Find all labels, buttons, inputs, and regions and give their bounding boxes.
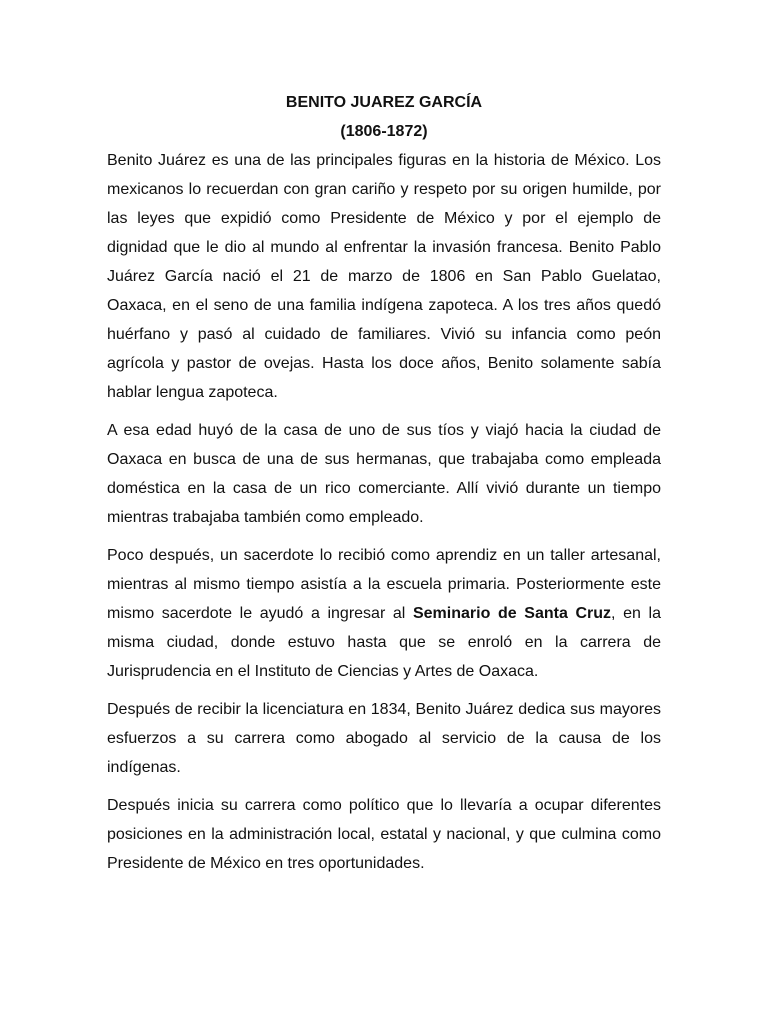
paragraph-2: A esa edad huyó de la casa de uno de sus tíos y viajó hacia la ciudad de Oaxaca en busca de una de sus hermanas, que trabajaba como empleada doméstica en la casa de un rico comerciante. Allí vivió durante un tiempo mientras trabajaba también como empleado. bbox=[107, 422, 661, 526]
paragraph-4: Después de recibir la licenciatura en 1834, Benito Juárez dedica sus mayores esfuerzos a su carrera como abogado al servicio de la causa de los indígenas. bbox=[107, 701, 661, 776]
paragraph-3-text-before: Poco después, un sacerdote lo recibió como aprendiz en un taller artesanal, mientras al mismo tiempo asistía a la escuela primaria. Posteriormente este mismo sacerdote le ayudó a ingresar al bbox=[107, 547, 661, 622]
paragraph-3 bbox=[107, 541, 661, 686]
document-title: BENITO JUAREZ GARCÍA bbox=[285, 94, 483, 111]
document-dates: (1806-1872) bbox=[340, 123, 428, 140]
document-body bbox=[107, 88, 661, 887]
paragraph-5: Después inicia su carrera como político que lo llevaría a ocupar diferentes posiciones en la administración local, estatal y nacional, y que culmina como Presidente de México en tres oportunidades. bbox=[107, 797, 661, 872]
seminario-emphasis: Seminario de Santa Cruz bbox=[412, 605, 612, 622]
paragraph-1: Benito Juárez es una de las principales figuras en la historia de México. Los mexicanos lo recuerdan con gran cariño y respeto por su origen humilde, por las leyes que expidió como Presidente de México y por el ejemplo de dignidad que le dio al mundo al enfrentar la invasión francesa. Benito Pablo Juárez García nació el 21 de marzo de 1806 en San Pablo Guelatao, Oaxaca, en el seno de una familia indígena zapoteca. A los tres años quedó huérfano y pasó al cuidado de familiares. Vivió su infancia como peón agrícola y pastor de ovejas. Hasta los doce años, Benito solamente sabía hablar lengua zapoteca. bbox=[107, 152, 661, 401]
paragraph-3-text-after: , en la misma ciudad, donde estuvo hasta que se enroló en la carrera de Jurisprudencia en el Instituto de Ciencias y Artes de Oaxaca. bbox=[107, 605, 661, 680]
